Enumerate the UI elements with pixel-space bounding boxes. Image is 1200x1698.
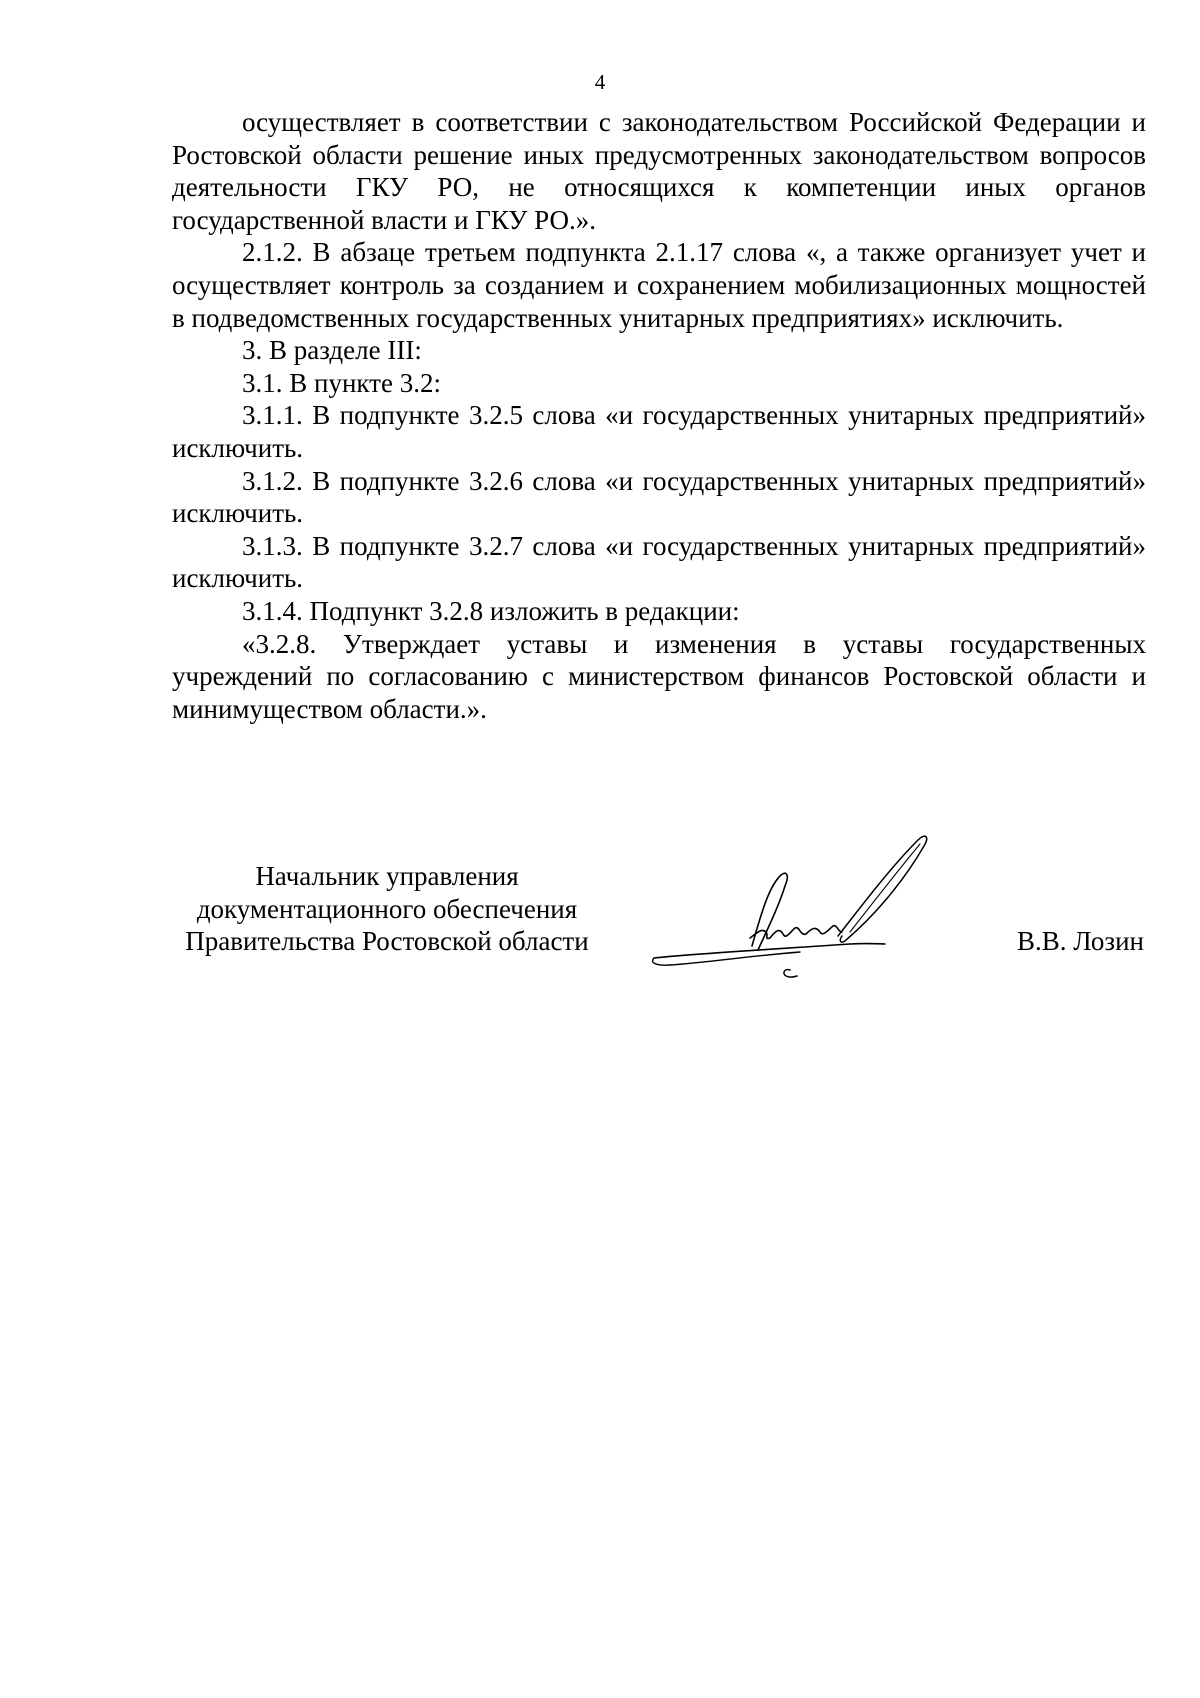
signer-position-line: Начальник управления bbox=[255, 861, 519, 891]
paragraph: 3. В разделе III: bbox=[242, 335, 422, 366]
paragraph: 3.1.1. В подпункте 3.2.5 слова «и государственных унитарных предприятий» исключить. bbox=[172, 400, 1146, 463]
paragraph: 2.1.2. В абзаце третьем подпункта 2.1.17 слова «, а также организует учет и осуществляет контроль за созданием и сохранением мобилизационных мощностей в подведомственных государственных унитарных предприятиях» исключить. bbox=[172, 237, 1146, 333]
paragraph: «3.2.8. Утверждает уставы и изменения в уставы государственных учреждений по согласованию с министерством финансов Ростовской области и минимуществом области.». bbox=[172, 628, 1146, 724]
page-number: 4 bbox=[594, 70, 606, 94]
signer-position bbox=[172, 860, 602, 958]
handwritten-signature-icon bbox=[650, 828, 980, 988]
signer-name: В.В. Лозин bbox=[1017, 926, 1144, 956]
paragraph: 3.1.2. В подпункте 3.2.6 слова «и государственных унитарных предприятий» исключить. bbox=[172, 465, 1146, 529]
paragraph: 3.1.3. В подпункте 3.2.7 слова «и государственных унитарных предприятий» исключить. bbox=[172, 530, 1146, 594]
signer-position-line: документационного обеспечения bbox=[196, 893, 578, 924]
paragraph: 3.1. В пункте 3.2: bbox=[242, 367, 441, 398]
document-body bbox=[172, 106, 1146, 725]
paragraph: 3.1.4. Подпункт 3.2.8 изложить в редакции: bbox=[242, 595, 740, 626]
paragraph: осуществляет в соответствии с законодательством Российской Федерации и Ростовской области решение иных предусмотренных законодательством вопросов деятельности ГКУ РО, не относящихся к компетенции иных органов государственной власти и ГКУ РО.». bbox=[172, 107, 1146, 235]
signer-position-line: Правительства Ростовской области bbox=[185, 926, 589, 957]
